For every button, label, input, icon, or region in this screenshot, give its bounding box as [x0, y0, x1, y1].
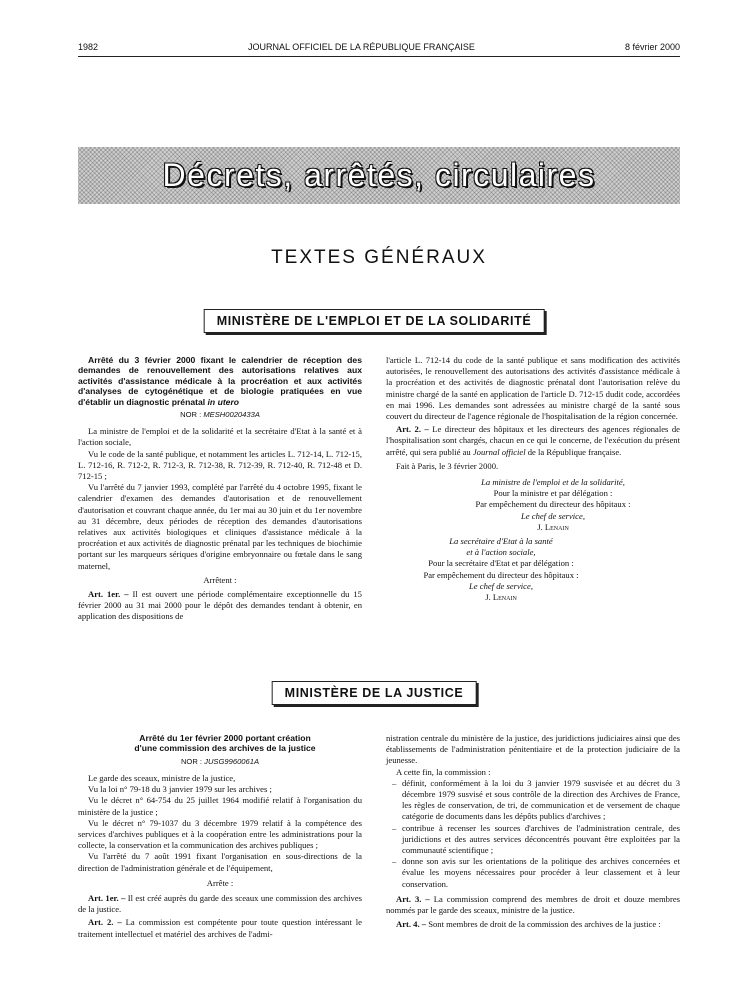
- section-banner: [78, 147, 680, 204]
- ministry-name: MINISTÈRE DE LA JUSTICE: [284, 686, 464, 700]
- article-2: Art. 2. – Le directeur des hôpitaux et les directeurs des agences régionales de l'hospitalisation sont chargés, chacun en ce qui le concerne, de l'exécution du présent arrêté, qui sera publié au Journal officiel de la République française.: [386, 424, 681, 457]
- article-4: Art. 4. – Sont membres de droit de la commission des archives de la justice :: [396, 919, 661, 930]
- paragraph: Vu le décret n° 64-754 du 25 juillet 1964 modifié relatif à l'organisation du ministère de la justice ;: [78, 795, 362, 817]
- paragraph: nistration centrale du ministère de la justice, des juridictions judiciaires ainsi que des établissements de l'administration pénitentiaire et de la protection judiciaire de la jeunesse.: [386, 733, 680, 766]
- paragraph: La ministre de l'emploi et de la solidarité et la secrétaire d'Etat à la santé et à l'action sociale,: [78, 426, 362, 448]
- paragraph: A cette fin, la commission :: [396, 766, 491, 777]
- nor-reference: NOR : JUSG9960061A: [180, 756, 260, 766]
- header-rule: [78, 56, 680, 57]
- decree-title: Arrêté du 3 février 2000 fixant le calendrier de réception des demandes de renouvellement des autorisations relatives aux activités d'assistance médicale à la procréation et aux activités d'analyses de cytogénétique et de biologie pratiquées en vue d'établir un diagnostic prénatal in utero: [78, 355, 362, 407]
- paragraph: Vu la loi n° 79-18 du 3 janvier 1979 sur les archives ;: [88, 784, 272, 795]
- mission-list: [386, 778, 680, 890]
- arretent: Arrêtent :: [203, 574, 237, 585]
- list-item: – donne son avis sur les orientations de la politique des archives concernées et évalue les moyens nécessaires pour procéder à leur classement et à leur conservation.: [396, 856, 680, 890]
- article-3: Art. 3. – La commission comprend des membres de droit et douze membres nommés par le garde des sceaux, ministre de la justice.: [386, 893, 680, 916]
- page-number: 1982: [78, 42, 99, 52]
- article-1: Art. 1er. – Il est ouvert une période complémentaire exceptionnelle du 15 février 2000 au 31 mai 2000 pour le dépôt des demandes tendant à obtenir, en application des dispositions de: [78, 589, 362, 622]
- decree-title: Arrêté du 1er février 2000 portant création: [139, 733, 311, 743]
- running-header: [78, 42, 680, 52]
- signatory-name: J. Lenain: [485, 592, 517, 603]
- decree-title: d'une commission des archives de la justice: [134, 743, 316, 754]
- paragraph: Vu le code de la santé publique, et notamment les articles L. 712-14, L. 712-15, L. 712-16, R. 712-2, R. 712-3, R. 712-38, R. 712-39, R. 712-40, R. 712-48 et D. 712-15 ;: [78, 448, 362, 482]
- arrete: Arrête :: [206, 877, 234, 888]
- article-1: Art. 1er. – Il est créé auprès du garde des sceaux une commission des archives de la justice.: [78, 893, 362, 915]
- signatory-name: J. Lenain: [537, 521, 569, 532]
- paragraph: Vu le décret n° 79-1037 du 3 décembre 1979 relatif à la compétence des services d'archives publiques et à la coopération entre les administrations pour la collecte, la conservation et la communication des archives publiques ;: [78, 817, 362, 851]
- signature-block-1: La ministre de l'emploi et de la solidarité, Pour la ministre et par délégation : Par empêchement du directeur des hôpitaux : Le chef de service, J. Lenain: [386, 477, 680, 533]
- nor-reference: NOR : MESH0020433A: [180, 410, 260, 420]
- section-title: TEXTES GÉNÉRAUX: [271, 247, 487, 268]
- justice-column-right: [386, 733, 680, 930]
- justice-column-left: [78, 733, 362, 940]
- journal-title: JOURNAL OFFICIEL DE LA RÉPUBLIQUE FRANÇAISE: [248, 42, 475, 52]
- paragraph: Le garde des sceaux, ministre de la justice,: [88, 773, 236, 784]
- ministry-name: MINISTÈRE DE L'EMPLOI ET DE LA SOLIDARITÉ: [216, 314, 532, 328]
- issue-date: 8 février 2000: [624, 42, 680, 52]
- signature-block-2: La secrétaire d'Etat à la santé et à l'action sociale, Pour la secrétaire d'Etat et par délégation : Par empêchement du directeur des hôpitaux : Le chef de service, J. Lenain: [386, 536, 616, 603]
- list-item: – définit, conformément à la loi du 3 janvier 1979 susvisée et au décret du 3 décembre 1979 susvisé et sous contrôle de la direction des Archives de France, les règles de conservation, de tri, de communication et de versement de chaque catégorie de documents dans les dépôts publics d'archives ;: [396, 778, 680, 823]
- ministry-box-emploi: [204, 309, 545, 333]
- paragraph: Vu l'arrêté du 7 janvier 1993, complété par l'arrêté du 4 octobre 1995, fixant le calendrier d'examen des demandes d'autorisation et de renouvellement d'autorisation et couvrant chaque année, du 1er mai au 30 juin et du 1er novembre au 31 décembre, deux périodes de réception des demandes d'autorisations relatives aux activités biologiques et cliniques d'assistance médicale à la procréation et aux activités de diagnostic prénatal par les techniques de biochimie portant sur les marqueurs sériques d'origine embryonnaire ou fœtale dans le sang maternel,: [78, 482, 362, 571]
- paragraph: l'article L. 712-14 du code de la santé publique et sans modification des activités autorisées, le renouvellement des autorisations des activités d'assistance médicale à la procréation et des activités de diagnostic prénatal dont l'autorisation relève du ministre chargé de la santé en application de l'article D. 712-15 dudit code, accordées en mai 1996. Les demandes sont adressées au ministre chargé de la santé sous couvert du directeur de l'agence régionale de l'hospitalisation de la région concernée.: [386, 355, 680, 422]
- banner-title: Décrets, arrêtés, circulaires: [162, 157, 596, 193]
- list-item: – contribue à recenser les sources d'archives de l'administration centrale, des juridictions et des autres services déconcentrés pouvant être exploitées par la communauté scientifique ;: [396, 823, 680, 857]
- article-column-right: [386, 355, 680, 603]
- article-2: Art. 2. – La commission est compétente pour toute question intéressant le traitement intellectuel et matériel des archives de l'admi-: [78, 917, 362, 939]
- paragraph: Vu l'arrêté du 7 août 1991 fixant l'organisation en sous-directions de la direction de l'administration générale et de l'équipement,: [78, 851, 362, 873]
- ministry-box-justice: [272, 681, 477, 705]
- fait-a-paris: Fait à Paris, le 3 février 2000.: [396, 460, 499, 471]
- article-column-left: [78, 355, 362, 623]
